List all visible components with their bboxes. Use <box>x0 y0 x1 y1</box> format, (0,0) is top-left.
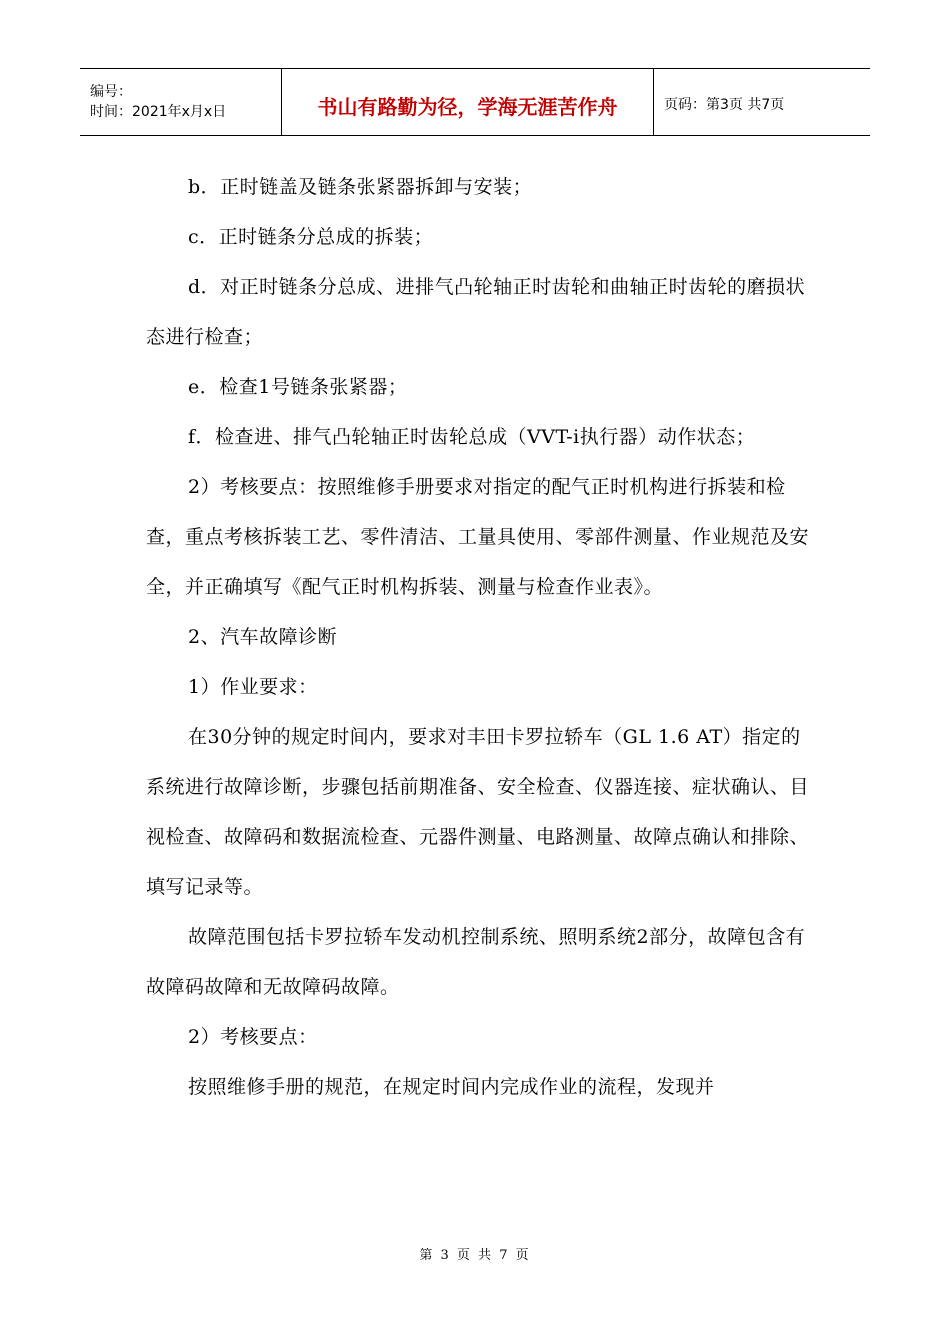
header-page-cell <box>654 69 870 135</box>
paragraph-b: b．正时链盖及链条张紧器拆卸与安装； <box>188 176 533 198</box>
document-number-label: 编号： <box>90 84 132 100</box>
subheading-work-requirements: 1）作业要求： <box>188 676 318 698</box>
paragraph-d: d．对正时链条分总成、进排气凸轮轴正时齿轮和曲轴正时齿轮的磨损状态进行检查； <box>146 276 806 348</box>
paragraph-e: e．检查1号链条张紧器； <box>188 376 408 398</box>
paragraph-assessment-points-1: 2）考核要点：按照维修手册要求对指定的配气正时机构进行拆装和检查，重点考核拆装工艺、零件清洁、工量具使用、零部件测量、作业规范及安全，并正确填写《配气正时机构拆装、测量与检查作业表》。 <box>146 476 810 598</box>
header-info-cell <box>80 69 282 135</box>
document-body <box>146 162 816 1112</box>
header-page-number: 页码：第3页 共7页 <box>664 97 785 113</box>
paragraph-c: c．正时链条分总成的拆装； <box>188 226 434 248</box>
paragraph-assessment-points-2: 按照维修手册的规范，在规定时间内完成作业的流程，发现并 <box>188 1076 715 1098</box>
header-motto-cell <box>282 69 654 135</box>
page-header <box>80 68 870 136</box>
document-date-label: 时间：2021年x月x日 <box>90 104 227 120</box>
paragraph-work-requirements: 在30分钟的规定时间内，要求对丰田卡罗拉轿车（GL 1.6 AT）指定的系统进行故障诊断，步骤包括前期准备、安全检查、仪器连接、症状确认、目视检查、故障码和数据流检查、元器件测量、电路测量、故障点确认和排除、填写记录等。 <box>146 726 810 898</box>
section-heading-fault-diagnosis: 2、汽车故障诊断 <box>188 626 338 648</box>
subheading-assessment-points-2: 2）考核要点： <box>188 1026 318 1048</box>
footer-page-number: 第 3 页 共 7 页 <box>419 1248 531 1263</box>
paragraph-fault-scope: 故障范围包括卡罗拉轿车发动机控制系统、照明系统2部分，故障包含有故障码故障和无故障码故障。 <box>146 926 806 998</box>
page-footer <box>0 1244 950 1263</box>
header-motto: 书山有路勤为径，学海无涯苦作舟 <box>317 94 618 119</box>
paragraph-f: f．检查进、排气凸轮轴正时齿轮总成（VVT-i执行器）动作状态； <box>188 426 756 448</box>
